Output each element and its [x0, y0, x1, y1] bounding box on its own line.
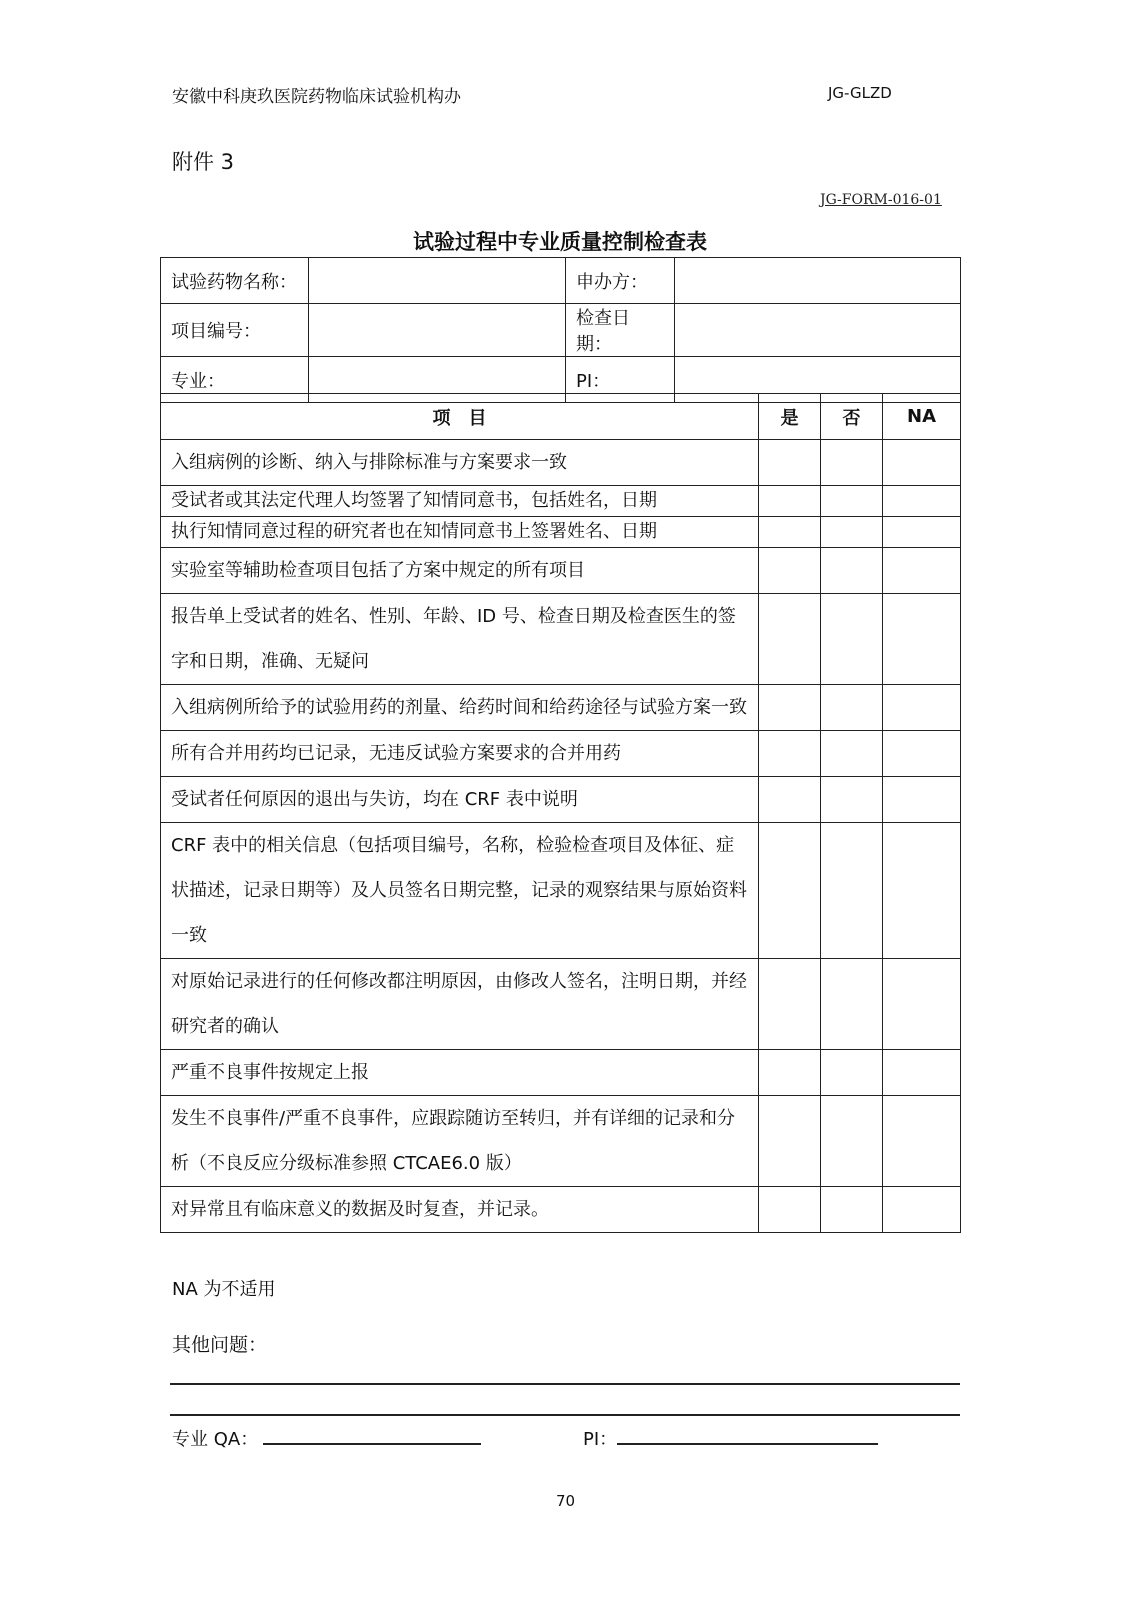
na-cell[interactable] — [883, 548, 961, 594]
yes-cell[interactable] — [759, 959, 821, 1050]
project-no-field[interactable] — [309, 304, 566, 357]
na-cell[interactable] — [883, 959, 961, 1050]
check-date-field[interactable] — [675, 304, 961, 357]
no-cell[interactable] — [821, 1187, 883, 1233]
na-cell[interactable] — [883, 517, 961, 548]
attachment-label: 附件 3 — [172, 150, 235, 174]
other-issues-line[interactable] — [170, 1383, 960, 1385]
qa-signature-label: 专业 QA： — [172, 1429, 259, 1450]
info-row — [161, 258, 961, 304]
na-cell[interactable] — [883, 685, 961, 731]
no-cell[interactable] — [821, 685, 883, 731]
checklist-item-text: 所有合并用药均已记录，无违反试验方案要求的合并用药 — [161, 731, 759, 777]
checklist-row — [161, 777, 961, 823]
checklist-item-text: 实验室等辅助检查项目包括了方案中规定的所有项目 — [161, 548, 759, 594]
checklist-table — [160, 393, 961, 1233]
yes-cell[interactable] — [759, 486, 821, 517]
na-note: NA 为不适用 — [172, 1279, 276, 1300]
na-cell[interactable] — [883, 1187, 961, 1233]
checklist-item-text: 执行知情同意过程的研究者也在知情同意书上签署姓名、日期 — [161, 517, 759, 548]
checklist-item-text: 发生不良事件/严重不良事件，应跟踪随访至转归，并有详细的记录和分析（不良反应分级标准参照 CTCAE6.0 版） — [161, 1096, 759, 1187]
yes-cell[interactable] — [759, 1187, 821, 1233]
pi-signature-label: PI： — [583, 1429, 618, 1450]
checklist-item-text: 入组病例所给予的试验用药的剂量、给药时间和给药途径与试验方案一致 — [161, 685, 759, 731]
checklist-item-text: 对原始记录进行的任何修改都注明原因，由修改人签名，注明日期，并经研究者的确认 — [161, 959, 759, 1050]
checklist-row — [161, 486, 961, 517]
sponsor-label: 申办方： — [566, 258, 675, 304]
col-header-item: 项 目 — [161, 394, 759, 440]
header-doc-code: JG-GLZD — [828, 84, 892, 102]
checklist-item-text: 受试者或其法定代理人均签署了知情同意书，包括姓名，日期 — [161, 486, 759, 517]
other-issues-line[interactable] — [170, 1414, 960, 1416]
checklist-row — [161, 594, 961, 685]
qa-signature-line[interactable] — [263, 1443, 481, 1445]
checklist-row — [161, 1096, 961, 1187]
yes-cell[interactable] — [759, 548, 821, 594]
other-issues-label: 其他问题： — [172, 1334, 268, 1356]
form-code: JG-FORM-016-01 — [820, 192, 942, 208]
no-cell[interactable] — [821, 777, 883, 823]
yes-cell[interactable] — [759, 823, 821, 959]
col-header-na: NA — [883, 394, 961, 440]
checklist-row — [161, 1050, 961, 1096]
checklist-row — [161, 823, 961, 959]
yes-cell[interactable] — [759, 1096, 821, 1187]
na-cell[interactable] — [883, 486, 961, 517]
sponsor-field[interactable] — [675, 258, 961, 304]
na-cell[interactable] — [883, 823, 961, 959]
na-cell[interactable] — [883, 731, 961, 777]
info-table — [160, 257, 961, 403]
yes-cell[interactable] — [759, 594, 821, 685]
checklist-item-text: CRF 表中的相关信息（包括项目编号，名称，检验检查项目及体征、症状描述，记录日期等）及人员签名日期完整，记录的观察结果与原始资料一致 — [161, 823, 759, 959]
yes-cell[interactable] — [759, 1050, 821, 1096]
project-no-label: 项目编号： — [161, 304, 309, 357]
checklist-header-row — [161, 394, 961, 440]
col-header-yes: 是 — [759, 394, 821, 440]
yes-cell[interactable] — [759, 517, 821, 548]
no-cell[interactable] — [821, 959, 883, 1050]
drug-name-label: 试验药物名称： — [161, 258, 309, 304]
checklist-row — [161, 959, 961, 1050]
page-title: 试验过程中专业质量控制检查表 — [413, 230, 707, 254]
page-number: 70 — [555, 1492, 576, 1510]
checklist-row — [161, 1187, 961, 1233]
no-cell[interactable] — [821, 1096, 883, 1187]
no-cell[interactable] — [821, 594, 883, 685]
checklist-row — [161, 517, 961, 548]
checklist-row — [161, 440, 961, 486]
na-cell[interactable] — [883, 777, 961, 823]
col-header-no: 否 — [821, 394, 883, 440]
yes-cell[interactable] — [759, 731, 821, 777]
na-cell[interactable] — [883, 440, 961, 486]
info-row — [161, 304, 961, 357]
no-cell[interactable] — [821, 1050, 883, 1096]
yes-cell[interactable] — [759, 685, 821, 731]
checklist-row — [161, 731, 961, 777]
checklist-item-text: 严重不良事件按规定上报 — [161, 1050, 759, 1096]
checklist-item-text: 受试者任何原因的退出与失访，均在 CRF 表中说明 — [161, 777, 759, 823]
na-cell[interactable] — [883, 1096, 961, 1187]
checklist-row — [161, 548, 961, 594]
yes-cell[interactable] — [759, 440, 821, 486]
header-institution: 安徽中科庚玖医院药物临床试验机构办 — [172, 87, 461, 107]
drug-name-field[interactable] — [309, 258, 566, 304]
pi-signature-line[interactable] — [617, 1443, 878, 1445]
yes-cell[interactable] — [759, 777, 821, 823]
checklist-item-text: 报告单上受试者的姓名、性别、年龄、ID 号、检查日期及检查医生的签字和日期，准确、无疑问 — [161, 594, 759, 685]
check-date-label: 检查日期： — [566, 304, 675, 357]
no-cell[interactable] — [821, 517, 883, 548]
no-cell[interactable] — [821, 823, 883, 959]
checklist-row — [161, 685, 961, 731]
no-cell[interactable] — [821, 548, 883, 594]
no-cell[interactable] — [821, 731, 883, 777]
specialty-label: 专业： — [161, 357, 309, 403]
na-cell[interactable] — [883, 1050, 961, 1096]
na-cell[interactable] — [883, 594, 961, 685]
checklist-item-text: 入组病例的诊断、纳入与排除标准与方案要求一致 — [161, 440, 759, 486]
pi-label: PI： — [566, 357, 675, 403]
no-cell[interactable] — [821, 440, 883, 486]
no-cell[interactable] — [821, 486, 883, 517]
checklist-item-text: 对异常且有临床意义的数据及时复查，并记录。 — [161, 1187, 759, 1233]
